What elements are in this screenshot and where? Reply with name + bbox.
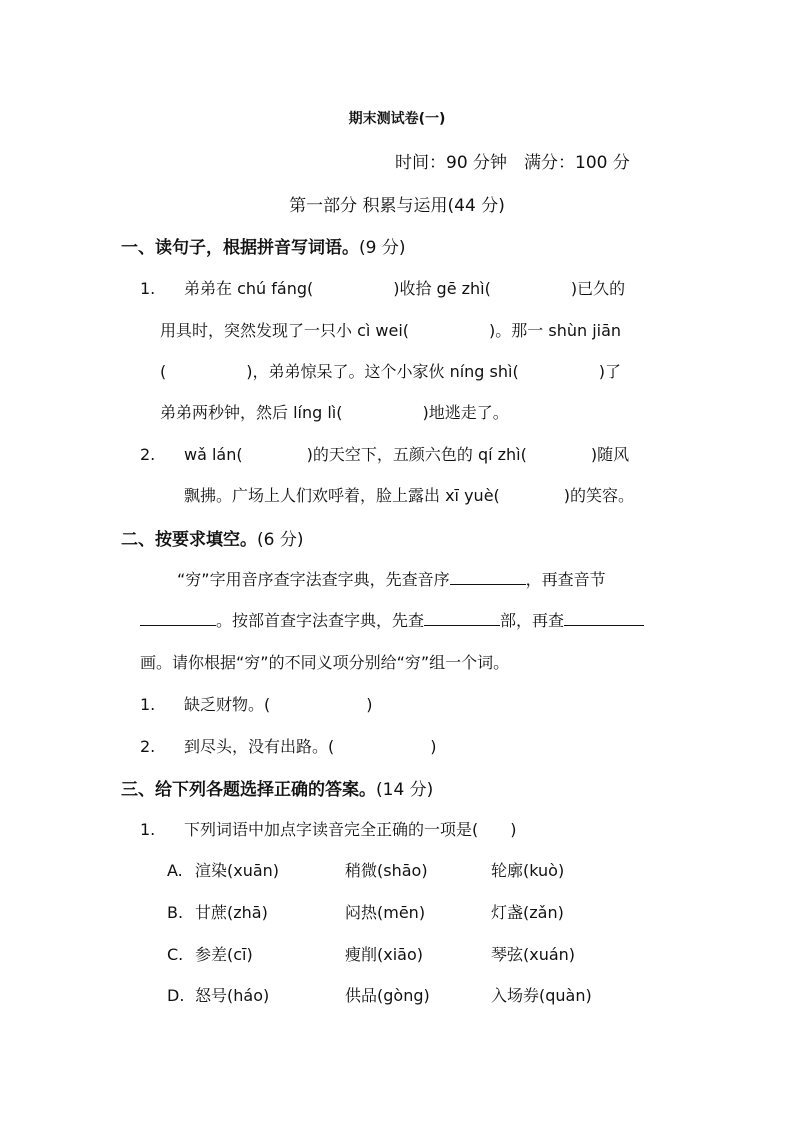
section-1-heading [121, 233, 405, 258]
q2-text-1: wǎ lán( )的天空下，五颜六色的 qí zhì( )随风 [184, 445, 630, 464]
fill-text-2a: 。按部首查字法查字典，先查 [216, 611, 425, 630]
option-a[interactable] [167, 858, 564, 881]
fill-item-1-number: 1. [140, 695, 156, 714]
fill-item-1-text: 缺乏财物。( ) [184, 695, 373, 714]
q1-line-4: 弟弟两秒钟，然后 líng lì( )地逃走了。 [160, 403, 509, 422]
fill-item-2 [140, 734, 437, 757]
section-3-title: 三、给下列各题选择正确的答案。 [121, 780, 376, 800]
section-1-title: 一、读句子，根据拼音写词语。 [121, 238, 359, 258]
option-word: 灯盏(zǎn) [491, 903, 564, 922]
q2-line-2: 飘拂。广场上人们欢呼着，脸上露出 xī yuè( )的笑容。 [184, 486, 635, 505]
option-word: 参差(cī) [195, 945, 253, 964]
option-label: C. [167, 945, 184, 964]
part-heading: 第一部分 积累与运用(44 分) [289, 196, 505, 216]
option-word: 怒号(háo) [195, 986, 270, 1005]
fill-text-1b: ，再查音节 [525, 570, 606, 589]
q1-number: 1. [140, 279, 156, 298]
option-b[interactable] [167, 900, 564, 923]
option-word: 供品(gòng) [345, 986, 430, 1005]
mc-question-text: 下列词语中加点字读音完全正确的一项是( ) [184, 820, 517, 839]
answer-blank[interactable] [450, 570, 526, 585]
q1-line-1 [140, 276, 625, 299]
q2-line-1 [140, 442, 629, 465]
q1-line-3: ( )，弟弟惊呆了。这个小家伙 níng shì( )了 [160, 362, 621, 381]
option-label: D. [167, 986, 185, 1005]
option-d[interactable] [167, 983, 592, 1006]
exam-time-score: 时间：90 分钟 满分：100 分 [395, 153, 630, 173]
fill-item-2-number: 2. [140, 737, 156, 756]
option-label: A. [167, 861, 183, 880]
option-label: B. [167, 903, 184, 922]
option-word: 稍微(shāo) [345, 861, 428, 880]
mc-question [140, 817, 517, 840]
option-word: 闷热(mēn) [345, 903, 426, 922]
fill-item-1 [140, 692, 373, 715]
option-word: 瘦削(xiāo) [345, 945, 423, 964]
q1-line-2: 用具时，突然发现了一只小 cì wei( )。那一 shùn jiān [160, 321, 622, 340]
fill-text-2b: 部，再查 [500, 611, 565, 630]
q2-number: 2. [140, 445, 156, 464]
option-c[interactable] [167, 942, 575, 965]
option-word: 琴弦(xuán) [491, 945, 576, 964]
q1-text-1: 弟弟在 chú fáng( )收拾 gē zhì( )已久的 [184, 279, 626, 298]
section-2-heading [121, 525, 303, 550]
fill-line-2 [140, 608, 644, 631]
section-3-heading [121, 775, 433, 800]
fill-line-1 [177, 567, 606, 590]
option-word: 渲染(xuān) [195, 861, 280, 880]
section-2-title: 二、按要求填空。 [121, 530, 257, 550]
option-word: 入场券(quàn) [491, 986, 592, 1005]
section-3-score: (14 分) [376, 780, 434, 800]
answer-blank[interactable] [564, 611, 644, 626]
exam-title: 期末测试卷(一) [348, 111, 446, 127]
section-1-score: (9 分) [359, 238, 406, 258]
fill-text-1a: “穷”字用音序查字法查字典，先查音序 [177, 570, 450, 589]
fill-line-3: 画。请你根据“穷”的不同义项分别给“穷”组一个词。 [140, 653, 510, 672]
option-word: 轮廓(kuò) [491, 861, 565, 880]
answer-blank[interactable] [424, 611, 500, 626]
option-word: 甘蔗(zhā) [195, 903, 268, 922]
answer-blank[interactable] [140, 611, 216, 626]
fill-item-2-text: 到尽头，没有出路。( ) [184, 737, 437, 756]
mc-number: 1. [140, 820, 156, 839]
section-2-score: (6 分) [257, 530, 304, 550]
